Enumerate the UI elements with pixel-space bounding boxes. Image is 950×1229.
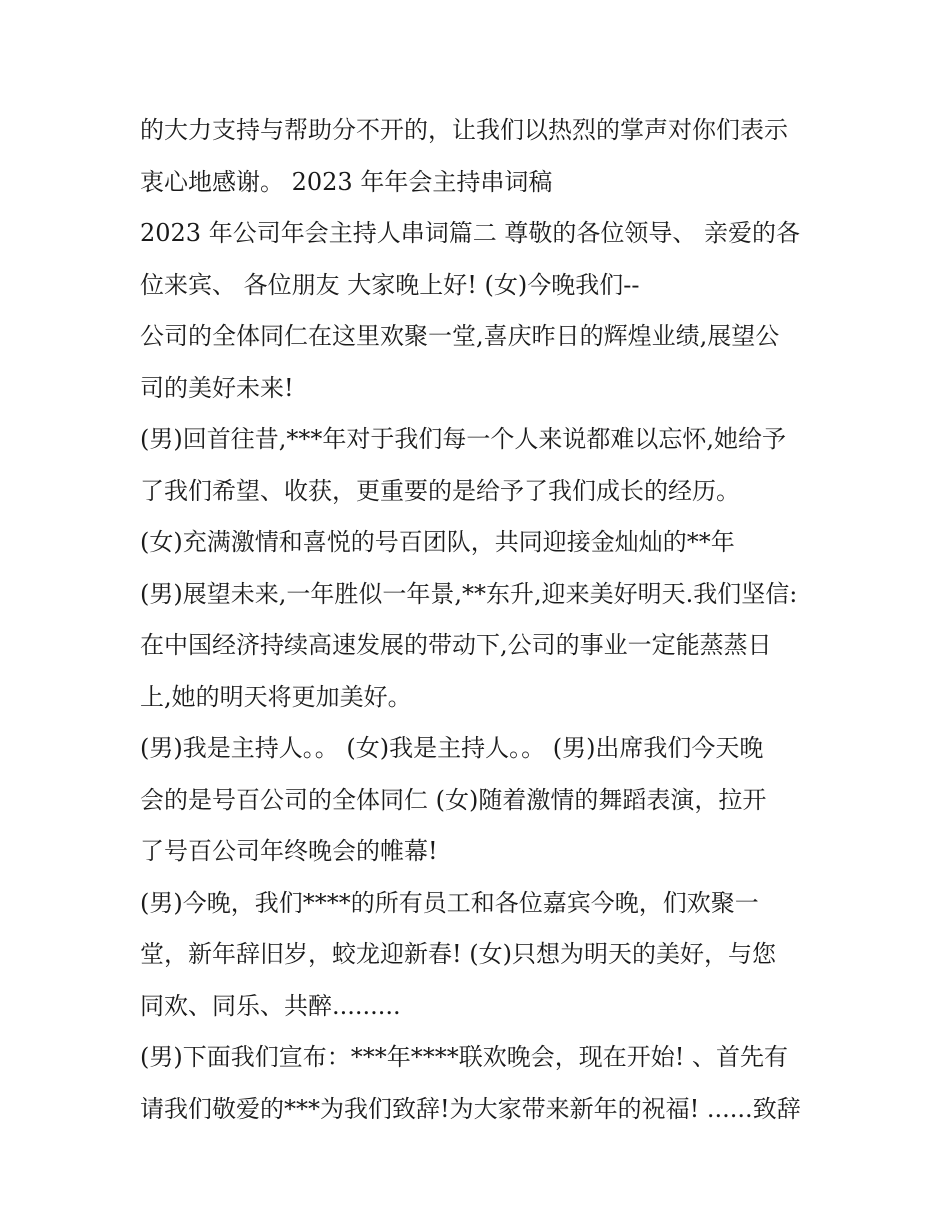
text-line: (男)下面我们宣布：***年****联欢晚会，现在开始! 、首先有 bbox=[140, 1043, 788, 1071]
text-line: (男)回首往昔,***年对于我们每一个人来说都难以忘怀,她给予 bbox=[140, 425, 786, 453]
text-line: 请我们敬爱的***为我们致辞!为大家带来新年的祝福! ......致辞 bbox=[140, 1094, 801, 1123]
text-line: (男)今晚，我们****的所有员工和各位嘉宾今晚，们欢聚一 bbox=[140, 888, 759, 917]
text-line: 堂，新年辞旧岁，蛟龙迎新春! (女)只想为明天的美好，与您 bbox=[140, 940, 776, 968]
text-line: 了我们希望、收获，更重要的是给予了我们成长的经历。 bbox=[140, 476, 740, 505]
text-line: 的大力支持与帮助分不开的，让我们以热烈的掌声对你们表示 bbox=[140, 116, 788, 144]
text-line: 上,她的明天将更加美好。 bbox=[140, 682, 412, 711]
text-line: 衷心地感谢。 2023 年年会主持串词稿 bbox=[140, 167, 553, 196]
text-line: (男)我是主持人。。 (女)我是主持人。。 (男)出席我们今天晚 bbox=[140, 734, 764, 762]
text-line: 司的美好未来! bbox=[140, 373, 294, 402]
document-body bbox=[140, 105, 820, 1135]
text-line: 同欢、同乐、共醉......... bbox=[140, 991, 401, 1020]
text-line: 在中国经济持续高速发展的带动下,公司的事业一定能蒸蒸日 bbox=[140, 631, 772, 659]
text-line: 位来宾、 各位朋友 大家晚上好! (女)今晚我们-- bbox=[140, 270, 640, 299]
text-line: (男)展望未来,一年胜似一年景,**东升,迎来美好明天.我们坚信: bbox=[140, 579, 798, 608]
text-line: 2023 年公司年会主持人串词篇二 尊敬的各位领导、 亲爱的各 bbox=[140, 219, 800, 247]
text-line: 了号百公司年终晚会的帷幕! bbox=[140, 837, 438, 865]
text-line: (女)充满激情和喜悦的号百团队，共同迎接金灿灿的**年 bbox=[140, 528, 735, 556]
text-line: 公司的全体同仁在这里欢聚一堂,喜庆昨日的辉煌业绩,展望公 bbox=[140, 322, 780, 350]
text-line: 会的是号百公司的全体同仁 (女)随着激情的舞蹈表演，拉开 bbox=[140, 785, 767, 814]
